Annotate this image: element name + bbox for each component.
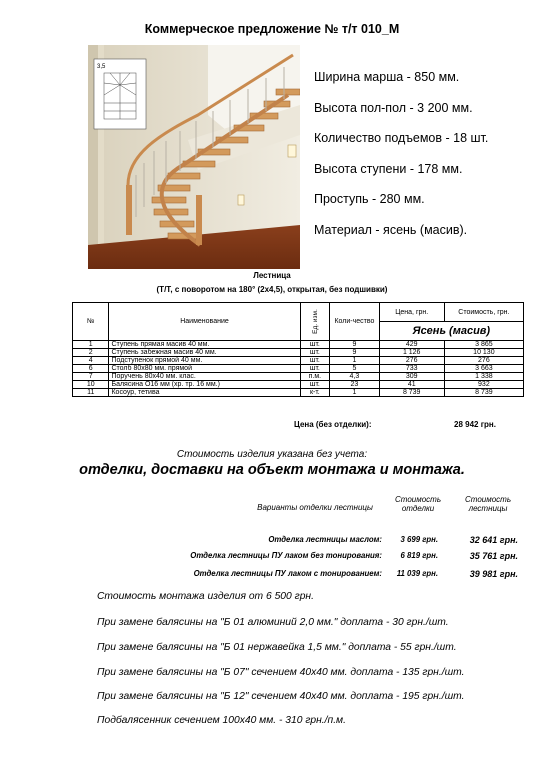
table-row: 10 Балясина О16 мм (хр. тр. 16 мм.) шт. 23 41 932: [73, 381, 524, 389]
spec-tread: Проступь - 280 мм.: [314, 192, 425, 206]
stair-heading: Лестница: [253, 271, 291, 280]
col-qty: Коли-чество: [330, 303, 380, 341]
spec-list: [314, 70, 488, 253]
finish-cost-header: Стоимость отделки: [394, 495, 442, 513]
baluster-option-note: При замене балясины на "Б 07" сечением 40х40 мм. доплата - 135 грн./шт.: [97, 667, 465, 678]
finish-row-stair-cost: 35 761 грн.: [469, 551, 518, 561]
table-header-row: [73, 303, 524, 322]
total-label: Цена (без отделки):: [294, 420, 372, 429]
stair-cost-header: Стоимость лестницы: [464, 495, 512, 513]
table-row: 6 Столб 80х80 мм. прямой шт. 5 733 3 663: [73, 365, 524, 373]
material-header: Ясень (масив): [379, 322, 523, 341]
table-row: 4 Подступенок прямой 40 мм. шт. 1 276 276: [73, 357, 524, 365]
table-row: 1 Ступень прямая масив 40 мм. шт. 9 429 3 865: [73, 341, 524, 349]
table-row: 11 Косоур, тетива к-т. 1 8 739 8 739: [73, 389, 524, 397]
finish-row-name: Отделка лестницы маслом:: [268, 535, 382, 544]
spec-risers: Количество подъемов - 18 шт.: [314, 131, 489, 145]
spec-height: Высота пол-пол - 3 200 мм.: [314, 100, 473, 115]
col-name: Наименование: [109, 303, 300, 341]
stair-subheading: (Т/Т, с поворотом на 180° (2х4,5), открытая, без подшивки): [156, 285, 388, 294]
staircase-photo: [88, 45, 300, 269]
finish-row-stair-cost: 39 981 грн.: [469, 569, 518, 579]
spec-material: Материал - ясень (масив).: [314, 222, 468, 237]
items-table: [72, 302, 524, 397]
total-value: 28 942 грн.: [454, 420, 496, 429]
staircase-illustration: [88, 45, 300, 269]
installation-cost-note: Стоимость монтажа изделия от 6 500 грн.: [97, 591, 314, 602]
col-num: №: [73, 303, 109, 341]
document-title: Коммерческое предложение № т/т 010_М: [144, 22, 400, 36]
finish-row-stair-cost: 32 641 грн.: [469, 535, 518, 545]
col-price: Цена, грн.: [379, 303, 444, 322]
baluster-option-note: При замене балясины на "Б 12" сечением 40х40 мм. доплата - 195 грн./шт.: [97, 691, 465, 702]
baluster-option-note: При замене балясины на "Б 01 алюминий 2,0 мм." доплата - 30 грн./шт.: [97, 617, 449, 628]
col-unit: Ед. изм.: [300, 303, 330, 341]
note-excluded-intro: Стоимость изделия указана без учета:: [176, 449, 368, 460]
finish-row-finish-cost: 3 699 грн.: [400, 535, 438, 544]
spec-step-height: Высота ступени - 178 мм.: [314, 161, 463, 176]
note-excluded-items: отделки, доставки на объект монтажа и монтажа.: [79, 462, 465, 478]
table-row: 7 Поручень 80х40 мм. клас. п.м. 4,3 309 1 338: [73, 373, 524, 381]
table-row: 2 Ступень забежная масив 40 мм. шт. 9 1 126 10 130: [73, 349, 524, 357]
baluster-base-note: Подбалясенник сечением 100х40 мм. - 310 грн./п.м.: [97, 715, 346, 726]
finish-row-finish-cost: 11 039 грн.: [396, 569, 438, 578]
finish-variants-header: Варианты отделки лестницы: [257, 503, 373, 512]
col-cost: Стоимость, грн.: [444, 303, 523, 322]
baluster-option-note: При замене балясины на "Б 01 нержавейка 1,5 мм." доплата - 55 грн./шт.: [97, 642, 457, 653]
finish-row-name: Отделка лестницы ПУ лаком без тонирования:: [190, 551, 382, 560]
spec-width: Ширина марша - 850 мм.: [314, 70, 460, 84]
finish-row-finish-cost: 6 819 грн.: [400, 551, 438, 560]
finish-row-name: Отделка лестницы ПУ лаком с тонированием:: [193, 569, 382, 578]
plan-label: 3,5: [97, 64, 106, 70]
